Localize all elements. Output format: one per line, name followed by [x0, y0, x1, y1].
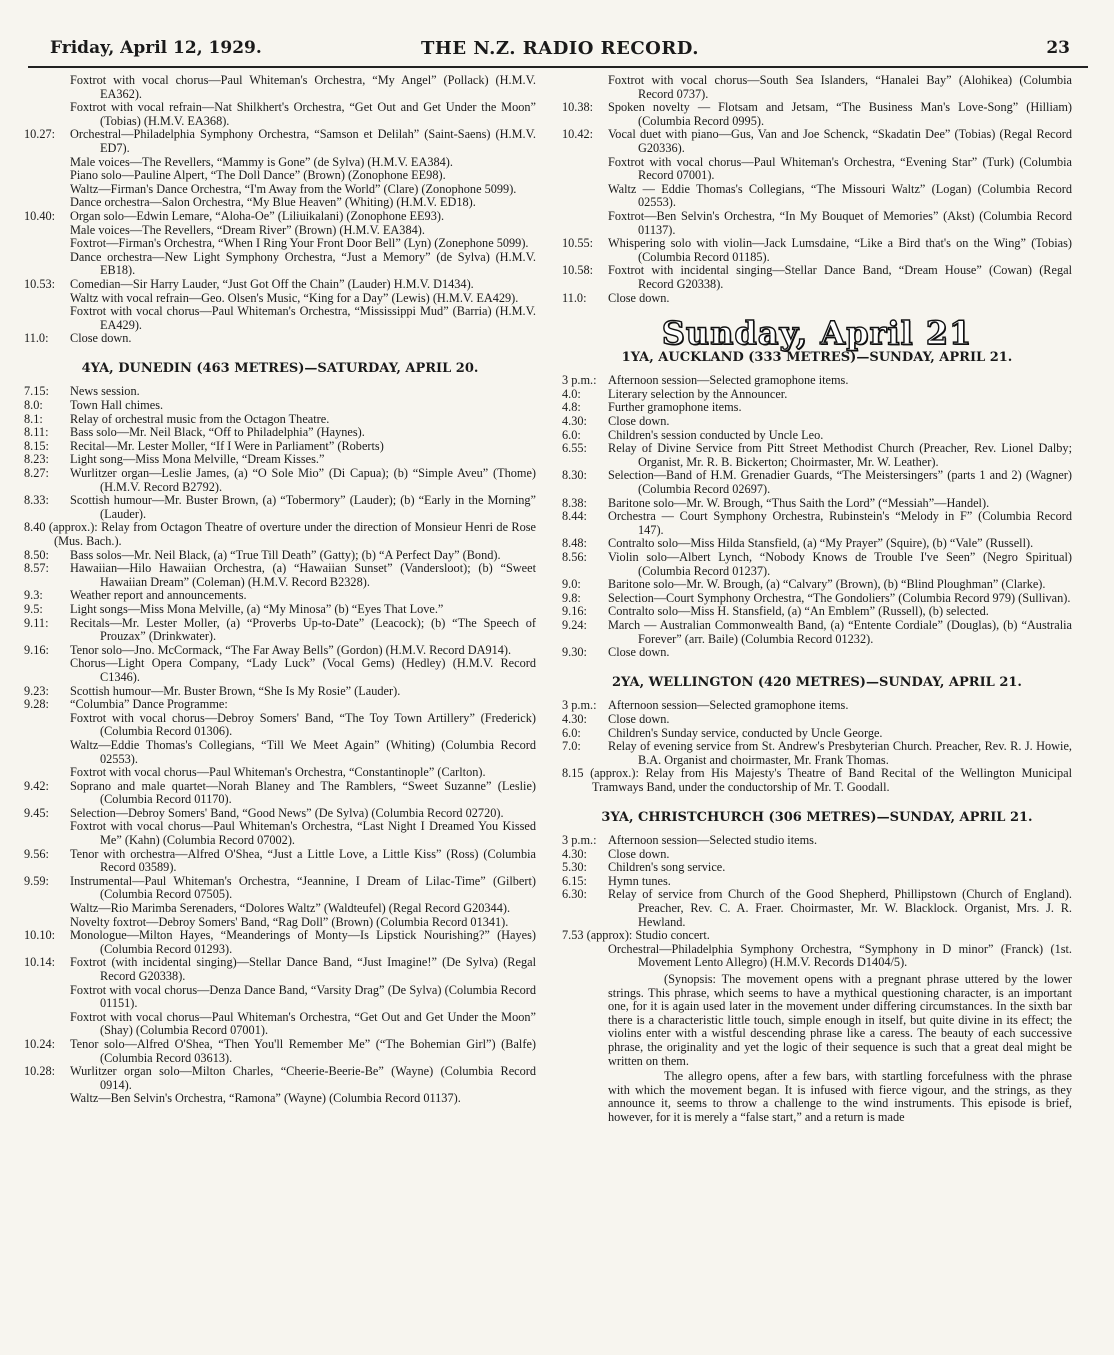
entry-text: Waltz—Eddie Thomas's Collegians, “Till We Meet Again” (Whiting) (Columbia Record 02553).: [70, 737, 536, 766]
entry-text: Orchestral—Philadelphia Symphony Orchestra, “Samson et Delilah” (Saint-Saens) (H.M.V. ED7).: [70, 127, 536, 155]
entry-text: Scottish humour—Mr. Buster Brown, “She Is My Rosie” (Lauder).: [70, 683, 401, 698]
entry-text: Hawaiian—Hilo Hawaiian Orchestra, (a) “Hawaiian Sunset” (Vandersloot); (b) “Sweet Hawaiian Dream” (Coleman) (H.M.V. Record B2328).: [70, 561, 536, 589]
program-entry: [24, 698, 536, 712]
program-entry: [70, 820, 536, 847]
program-entry: [24, 467, 536, 494]
program-entry: [70, 169, 536, 183]
entry-text: Contralto solo—Miss Hilda Stansfield, (a) “My Prayer” (Squire), (b) “Vale” (Russell).: [608, 536, 1034, 551]
entry-time: 8.38:: [562, 495, 587, 510]
entry-time: 3 p.m.:: [562, 833, 597, 848]
entry-text: Foxtrot with vocal chorus—South Sea Islanders, “Hanalei Bay” (Alohikea) (Columbia Record 0737).: [608, 74, 1072, 101]
saturday-dunedin-continued-list: [562, 74, 1072, 305]
entry-text: Soprano and male quartet—Norah Blaney and The Ramblers, “Sweet Suzanne” (Leslie) (Columbia Record 01170).: [70, 778, 536, 807]
program-entry: [562, 442, 1072, 469]
entry-text: Spoken novelty — Flotsam and Jetsam, “The Business Man's Love-Song” (Hilliam) (Columbia Record 0995).: [608, 100, 1072, 128]
entry-time: 9.16:: [24, 642, 49, 657]
program-entry: [70, 984, 536, 1011]
program-entry: [24, 521, 536, 548]
entry-text: Afternoon session—Selected studio items.: [608, 833, 818, 848]
left-column: [24, 74, 536, 1106]
entry-text: Wurlitzer organ—Leslie James, (a) “O Sole Mio” (Di Capua); (b) “Simple Aveu” (Thome) (H.M.V. Record B2792).: [70, 466, 536, 494]
entry-text: Further gramophone items.: [608, 400, 742, 415]
program-entry: [608, 210, 1072, 237]
station-heading-3ya: 3YA, CHRISTCHURCH (306 METRES)—SUNDAY, APRIL 21.: [601, 809, 1033, 825]
entry-text: Foxtrot with incidental singing—Stellar Dance Band, “Dream House” (Cowan) (Regal Record G20338).: [608, 263, 1072, 291]
program-entry: [562, 713, 1072, 727]
entry-time: 10.14:: [24, 955, 56, 970]
entry-time: 8.15 (approx.):: [562, 766, 646, 781]
entry-text: Bass solo—Mr. Neil Black, “Off to Philadelphia” (Haynes).: [70, 425, 365, 440]
program-entry: [562, 537, 1072, 551]
page-header: [50, 38, 1070, 64]
program-entry: [562, 374, 1072, 388]
entry-time: 9.45:: [24, 805, 49, 820]
entry-time: 4.30:: [562, 846, 587, 861]
entry-text: Relay from His Majesty's Theatre of Band Recital of the Wellington Municipal Tramways Band, under the conductorship of Mr. T. Goodall.: [592, 766, 1072, 794]
program-entry: [562, 401, 1072, 415]
program-entry: [70, 1011, 536, 1038]
entry-text: Foxtrot with vocal chorus—Paul Whiteman's Orchestra, “Get Out and Get Under the Moon” (Shay) (Columbia Record 07001).: [70, 1009, 536, 1038]
entry-text: Foxtrot with vocal chorus—Paul Whiteman's Orchestra, “Constantinople” (Carlton).: [70, 765, 486, 780]
entry-time: 10.24:: [24, 1036, 56, 1051]
entry-text: Children's Sunday service, conducted by Uncle George.: [608, 725, 883, 740]
entry-time: 9.42:: [24, 778, 49, 793]
entry-time: 10.10:: [24, 928, 56, 943]
entry-text: March — Australian Commonwealth Band, (a) “Entente Cordiale” (Douglas), (b) “Australia Forever” (arr. Baile) (Columbia Record 01232).: [608, 617, 1072, 646]
entry-time: 8.0:: [24, 398, 43, 413]
entry-text: Studio concert.: [635, 928, 710, 943]
entry-time: 8.23:: [24, 452, 49, 467]
entry-text: Whispering solo with violin—Jack Lumsdaine, “Like a Bird that's on the Wing” (Tobias) (Columbia Record 01185).: [608, 236, 1072, 264]
program-entry: [562, 578, 1072, 592]
entry-text: Scottish humour—Mr. Buster Brown, (a) “Tobermory” (Lauder); (b) “Early in the Morning” (Lauder).: [70, 493, 536, 521]
program-entry: [24, 426, 536, 440]
program-entry: [562, 646, 1072, 660]
entry-text: Close down.: [608, 414, 670, 429]
program-entry: [562, 861, 1072, 875]
entry-time: 10.38:: [562, 100, 594, 115]
program-entry: [24, 617, 536, 644]
program-entry: [562, 834, 1072, 848]
entry-text: Children's session conducted by Uncle Leo.: [608, 427, 824, 442]
program-entry: [24, 685, 536, 699]
entry-time: 4.30:: [562, 414, 587, 429]
program-entry: [24, 1065, 536, 1092]
entry-time: 4.30:: [562, 711, 587, 726]
program-entry: [70, 657, 536, 684]
entry-time: 6.0:: [562, 725, 581, 740]
entry-time: 8.40 (approx.):: [24, 520, 102, 535]
entry-time: 9.23:: [24, 683, 49, 698]
entry-text: Relay from Octagon Theatre of overture under the direction of Monsieur Henri de Rose (Mus. Bach.).: [54, 520, 536, 548]
program-entry: [562, 429, 1072, 443]
entry-time: 3 p.m.:: [562, 373, 597, 388]
entry-text: Tenor solo—Alfred O'Shea, “Then You'll Remember Me” (“The Bohemian Girl”) (Balfe) (Columbia Record 03613).: [70, 1036, 536, 1065]
synopsis-paragraph-2: The allegro opens, after a few bars, with startling forcefulness with the phrase with which the movement began. It is infused with fierce vigour, and the strings, as they announce it, seems to throw a challenge to the wind instruments. This episode is brief, however, for it is merely a “false start,” and a return is made: [608, 1069, 1072, 1124]
entry-text: Waltz—Ben Selvin's Orchestra, “Ramona” (Wayne) (Columbia Record 01137).: [70, 1091, 461, 1106]
entry-text: Selection—Band of H.M. Grenadier Guards, “The Meistersingers” (parts 1 and 2) (Wagner) (Columbia Record 02697).: [608, 468, 1072, 497]
entry-time: 6.0:: [562, 427, 581, 442]
program-entry: [562, 875, 1072, 889]
entry-time: 9.3:: [24, 588, 43, 603]
entry-text: Relay of evening service from St. Andrew's Presbyterian Church. Preacher, Rev. R. J. Howie, B.A. Organist and choirmaster, Mr. Frank Thomas.: [608, 739, 1072, 767]
entry-time: 9.56:: [24, 846, 49, 861]
program-entry: [24, 589, 536, 603]
program-entry: [24, 1038, 536, 1065]
entry-text: Male voices—The Revellers, “Dream River” (Brown) (H.M.V. EA384).: [70, 222, 425, 237]
program-entry: [24, 399, 536, 413]
program-entry: [562, 699, 1072, 713]
program-entry: [562, 388, 1072, 402]
entry-text: Contralto solo—Miss H. Stansfield, (a) “An Emblem” (Russell), (b) selected.: [608, 604, 989, 619]
program-entry: [24, 413, 536, 427]
entry-text: Tenor with orchestra—Alfred O'Shea, “Just a Little Love, a Little Kiss” (Ross) (Columbia Record 03589).: [70, 846, 536, 875]
program-entry: [70, 183, 536, 197]
entry-time: 8.56:: [562, 550, 587, 564]
entry-time: 8.11:: [24, 425, 49, 440]
entry-text: Light songs—Miss Mona Melville, (a) “My Minosa” (b) “Eyes That Love.”: [70, 601, 444, 616]
synopsis-paragraph: (Synopsis: The movement opens with a pregnant phrase uttered by the lower strings. This phrase, which seems to have a mythical questioning character, is an important one, for it is again used later in the movement under differing circumstances. In the sixth bar there is a characteristic little touch, simple enough in itself, but quite divine in its effect; the violins enter with a wistful descending phrase like a caress. The beauty of each successive phrase, the originality and yet the logic of their sequence is such that a great deal might be written on them.: [608, 972, 1072, 1068]
program-entry: [24, 210, 536, 224]
entry-text: Vocal duet with piano—Gus, Van and Joe Schenck, “Skadatin Dee” (Tobias) (Regal Record G20336).: [608, 127, 1072, 155]
program-entry: [70, 739, 536, 766]
entry-text: Literary selection by the Announcer.: [608, 386, 788, 401]
entry-text: “Columbia” Dance Programme:: [70, 697, 228, 712]
entry-text: Close down.: [70, 331, 132, 346]
entry-time: 3 p.m.:: [562, 698, 597, 713]
program-entry: [608, 156, 1072, 183]
entry-text: Hymn tunes.: [608, 873, 671, 888]
program-entry: [562, 469, 1072, 496]
entry-text: Baritone solo—Mr. W. Brough, (a) “Calvary” (Brown), (b) “Blind Ploughman” (Clarke).: [608, 577, 1046, 592]
entry-time: 10.40:: [24, 208, 56, 223]
entry-time: 8.48:: [562, 536, 587, 551]
program-entry: [70, 156, 536, 170]
entry-time: 10.42:: [562, 127, 594, 142]
entry-time: 8.27:: [24, 466, 49, 481]
entry-text: Chorus—Light Opera Company, “Lady Luck” (Vocal Gems) (Hedley) (H.M.V. Record C1346).: [70, 656, 536, 684]
entry-time: 6.30:: [562, 887, 587, 902]
entry-time: 8.33:: [24, 493, 49, 508]
entry-text: Waltz with vocal refrain—Geo. Olsen's Music, “King for a Day” (Lewis) (H.M.V. EA429).: [70, 290, 519, 305]
entry-text: Foxtrot with vocal chorus—Paul Whiteman's Orchestra, “My Angel” (Pollack) (H.M.V. EA362).: [70, 74, 536, 101]
entry-text: Recitals—Mr. Lester Moller, (a) “Proverbs Up-to-Date” (Leacock); (b) “The Speech of Prouzax” (Drinkwater).: [70, 615, 536, 644]
entry-time: 6.55:: [562, 441, 587, 456]
program-entry: [562, 415, 1072, 429]
entry-time: 9.24:: [562, 617, 587, 632]
entry-text: Light song—Miss Mona Melville, “Dream Kisses.”: [70, 452, 325, 467]
entry-time: 5.30:: [562, 860, 587, 875]
program-entry: [24, 644, 536, 658]
entry-time: 9.5:: [24, 601, 43, 616]
wellington-program-list: [562, 699, 1072, 794]
header-rule: [28, 66, 1088, 68]
entry-text: Recital—Mr. Lester Moller, “If I Were in Parliament” (Roberts): [70, 438, 384, 453]
entry-time: 8.50:: [24, 547, 49, 562]
entry-time: 7.0:: [562, 739, 581, 754]
program-entry: [24, 956, 536, 983]
auckland-program-list: [562, 374, 1072, 659]
entry-time: 6.15:: [562, 873, 587, 888]
entry-time: 11.0:: [24, 331, 49, 346]
entry-text: Relay of Divine Service from Pitt Street Methodist Church (Preacher, Rev. Lionel Dalby; Organist, Mr. R. B. Bickerton; Choirmaster, Mr. W. Leather).: [608, 441, 1072, 469]
entry-time: 11.0:: [562, 290, 587, 305]
entry-text: Afternoon session—Selected gramophone items.: [608, 373, 849, 388]
entry-text: News session.: [70, 384, 140, 399]
program-entry: [562, 619, 1072, 646]
program-entry: [562, 929, 1072, 943]
entry-text: Foxtrot with vocal chorus—Debroy Somers' Band, “The Toy Town Artillery” (Frederick) (Columbia Record 01306).: [70, 710, 536, 739]
program-entry: [24, 278, 536, 292]
dunedin-program-list: [24, 385, 536, 1105]
entry-time: 9.59:: [24, 873, 49, 888]
entry-time: 8.15:: [24, 438, 49, 453]
entry-time: 9.30:: [562, 645, 587, 660]
entry-text: Bass solos—Mr. Neil Black, (a) “True Till Death” (Gatty); (b) “A Perfect Day” (Bond).: [70, 547, 501, 562]
program-entry: [562, 497, 1072, 511]
entry-text: Foxtrot with vocal chorus—Denza Dance Band, “Varsity Drag” (De Sylva) (Columbia Record 01151).: [70, 982, 536, 1011]
program-entry: [562, 551, 1072, 578]
program-entry: [24, 603, 536, 617]
entry-text: Selection—Court Symphony Orchestra, “The Gondoliers” (Columbia Record 979) (Sullivan).: [608, 590, 1071, 605]
entry-time: 10.53:: [24, 276, 56, 291]
entry-text: Relay of service from Church of the Good Shepherd, Phillipstown (Church of England). Preacher, Rev. C. A. Fraer. Choirmaster, Mr. W. Blacklock. Organist, Mrs. J. R. Hewland.: [608, 887, 1072, 929]
entry-text: Novelty foxtrot—Debroy Somers' Band, “Rag Doll” (Brown) (Columbia Record 01341).: [70, 914, 509, 929]
entry-text: Foxtrot with vocal chorus—Paul Whiteman's Orchestra, “Evening Star” (Turk) (Columbia Record 07001).: [608, 154, 1072, 183]
program-entry: [24, 494, 536, 521]
station-heading-4ya: 4YA, DUNEDIN (463 METRES)—SATURDAY, APRIL 20.: [81, 360, 479, 376]
program-entry: [562, 292, 1072, 306]
entry-text: Baritone solo—Mr. W. Brough, “Thus Saith the Lord” (“Messiah”—Handel).: [608, 495, 990, 510]
entry-time: 9.8:: [562, 590, 581, 605]
entry-time: 10.58:: [562, 263, 594, 278]
program-entry: [24, 929, 536, 956]
program-entry: [70, 916, 536, 930]
program-entry: [562, 767, 1072, 794]
entry-text: Dance orchestra—Salon Orchestra, “My Blue Heaven” (Whiting) (H.M.V. ED18).: [70, 195, 476, 210]
program-entry: [70, 74, 536, 101]
entry-text: Piano solo—Pauline Alpert, “The Doll Dance” (Brown) (Zonophone EE98).: [70, 168, 446, 183]
program-entry: [562, 727, 1072, 741]
entry-text: Close down.: [608, 711, 670, 726]
day-heading: Sunday, April 21: [661, 314, 973, 353]
entry-text: Organ solo—Edwin Lemare, “Aloha-Oe” (Liliuikalani) (Zonophone EE93).: [70, 208, 445, 223]
entry-time: 8.57:: [24, 561, 49, 576]
program-entry: [70, 292, 536, 306]
entry-time: 9.11:: [24, 615, 49, 630]
entry-text: Male voices—The Revellers, “Mammy is Gone” (de Sylva) (H.M.V. EA384).: [70, 154, 453, 169]
program-entry: [562, 128, 1072, 155]
issue-date: Friday, April 12, 1929.: [50, 38, 262, 58]
program-entry: [24, 440, 536, 454]
program-entry: [562, 848, 1072, 862]
entry-time: 8.30:: [562, 468, 587, 483]
entry-text: Foxtrot (with incidental singing)—Stellar Dance Band, “Just Imagine!” (De Sylva) (Regal Record G20338).: [70, 955, 536, 983]
entry-time: 4.0:: [562, 386, 581, 401]
entry-text: Orchestra — Court Symphony Orchestra, Rubinstein's “Melody in F” (Columbia Record 147).: [608, 509, 1072, 537]
entry-time: 10.27:: [24, 127, 56, 142]
entry-text: Dance orchestra—New Light Symphony Orchestra, “Just a Memory” (de Sylva) (H.M.V. EB18).: [70, 249, 536, 278]
program-entry: [70, 196, 536, 210]
program-entry: [70, 251, 536, 278]
entry-text: Comedian—Sir Harry Lauder, “Just Got Off the Chain” (Lauder) H.M.V. D1434).: [70, 276, 474, 291]
entry-time: 8.1:: [24, 411, 43, 426]
right-column: [562, 74, 1072, 1125]
program-entry: [24, 128, 536, 155]
program-entry: [24, 332, 536, 346]
entry-text: Violin solo—Albert Lynch, “Nobody Knows de Trouble I've Seen” (Negro Spiritual) (Columbia Record 01237).: [608, 550, 1072, 578]
program-entry: [24, 549, 536, 563]
christchurch-program-list: [562, 834, 1072, 970]
program-entry: [562, 510, 1072, 537]
program-entry: [608, 183, 1072, 210]
program-entry: [70, 224, 536, 238]
entry-time: 9.16:: [562, 604, 587, 619]
station-heading-2ya: 2YA, WELLINGTON (420 METRES)—SUNDAY, APRIL 21.: [612, 674, 1022, 690]
entry-text: Relay of orchestral music from the Octagon Theatre.: [70, 411, 330, 426]
entry-text: Orchestral—Philadelphia Symphony Orchestra, “Symphony in D minor” (Franck) (1st. Movement Lento Allegro) (H.M.V. Records D1404/5).: [608, 941, 1072, 970]
program-entry: [70, 101, 536, 128]
program-entry: [562, 237, 1072, 264]
entry-text: Close down.: [608, 290, 670, 305]
entry-text: Foxtrot with vocal chorus—Paul Whiteman's Orchestra, “Mississippi Mud” (Barria) (H.M.V. EA429).: [70, 304, 536, 332]
entry-time: 7.15:: [24, 384, 49, 399]
saturday-continued-list: [24, 74, 536, 346]
entry-text: Children's song service.: [608, 860, 726, 875]
program-entry: [70, 305, 536, 332]
program-entry: [24, 562, 536, 589]
entry-time: 9.28:: [24, 697, 49, 712]
page-number: 23: [1046, 38, 1070, 58]
entry-text: Foxtrot with vocal refrain—Nat Shilkhert's Orchestra, “Get Out and Get Under the Moon” (Tobias) (H.M.V. EA368).: [70, 100, 536, 128]
program-entry: [70, 902, 536, 916]
program-entry: [24, 875, 536, 902]
entry-text: Weather report and announcements.: [70, 588, 247, 603]
entry-text: Town Hall chimes.: [70, 398, 164, 413]
program-entry: [70, 766, 536, 780]
entry-text: Foxtrot with vocal chorus—Paul Whiteman's Orchestra, “Last Night I Dreamed You Kissed Me” (Kahn) (Columbia Record 07002).: [70, 819, 536, 848]
entry-text: Instrumental—Paul Whiteman's Orchestra, “Jeannine, I Dream of Lilac-Time” (Gilbert) (Columbia Record 07505).: [70, 873, 536, 902]
entry-time: 10.55:: [562, 236, 594, 251]
program-entry: [70, 237, 536, 251]
entry-time: 4.8:: [562, 400, 581, 415]
entry-time: 9.0:: [562, 577, 581, 592]
program-entry: [562, 740, 1072, 767]
entry-text: Waltz—Firman's Dance Orchestra, “I'm Away from the World” (Clare) (Zonophone 5099).: [70, 181, 517, 196]
program-entry: [24, 453, 536, 467]
entry-text: Tenor solo—Jno. McCormack, “The Far Away Bells” (Gordon) (H.M.V. Record DA914).: [70, 642, 512, 657]
entry-time: 10.28:: [24, 1064, 56, 1079]
entry-text: Afternoon session—Selected gramophone items.: [608, 698, 849, 713]
entry-text: Wurlitzer organ solo—Milton Charles, “Cheerie-Beerie-Be” (Wayne) (Columbia Record 0914).: [70, 1064, 536, 1092]
program-entry: [70, 712, 536, 739]
program-entry: [24, 385, 536, 399]
publication-title: THE N.Z. RADIO RECORD.: [420, 38, 700, 59]
program-entry: [24, 807, 536, 821]
entry-time: 8.44:: [562, 509, 587, 524]
entry-text: Waltz — Eddie Thomas's Collegians, “The Missouri Waltz” (Logan) (Columbia Record 02553).: [608, 181, 1072, 210]
program-entry: [562, 592, 1072, 606]
entry-time: 7.53 (approx):: [562, 928, 636, 943]
entry-text: Close down.: [608, 645, 670, 660]
station-heading-1ya: 1YA, AUCKLAND (333 METRES)—SUNDAY, APRIL 21.: [621, 349, 1013, 365]
program-entry: [562, 264, 1072, 291]
program-entry: [24, 780, 536, 807]
program-entry: [562, 101, 1072, 128]
program-entry: [70, 1092, 536, 1106]
program-entry: [562, 888, 1072, 929]
entry-text: Foxtrot—Ben Selvin's Orchestra, “In My Bouquet of Memories” (Akst) (Columbia Record 01137).: [608, 208, 1072, 237]
entry-text: Close down.: [608, 846, 670, 861]
entry-text: Foxtrot—Firman's Orchestra, “When I Ring Your Front Door Bell” (Lyn) (Zonephone 5099).: [70, 236, 529, 251]
program-entry: [562, 605, 1072, 619]
program-entry: [24, 848, 536, 875]
entry-text: Monologue—Milton Hayes, “Meanderings of Monty—Is Lipstick Nourishing?” (Hayes) (Columbia Record 01293).: [70, 928, 536, 956]
program-entry: [608, 943, 1072, 970]
entry-text: Selection—Debroy Somers' Band, “Good News” (De Sylva) (Columbia Record 02720).: [70, 805, 504, 820]
entry-text: Waltz—Rio Marimba Serenaders, “Dolores Waltz” (Waldteufel) (Regal Record G20344).: [70, 901, 511, 916]
program-entry: [608, 74, 1072, 101]
